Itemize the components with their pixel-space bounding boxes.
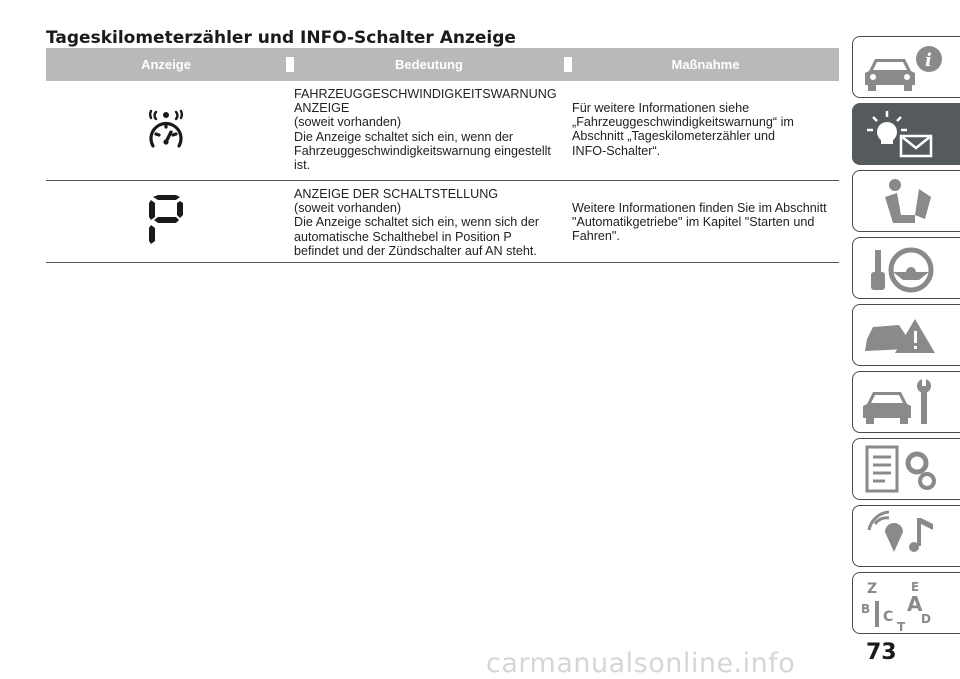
meaning-cell (286, 181, 564, 262)
indicator-cell (46, 81, 286, 180)
meaning-line: befindet und der Zündschalter auf AN steht. (294, 243, 537, 258)
header-massnahme: Maßnahme (564, 57, 839, 72)
meaning-line: Die Anzeige schaltet sich ein, wenn sich der (294, 215, 540, 230)
car-wrench-icon (859, 376, 955, 430)
svg-text:i: i (925, 50, 932, 71)
tab-safety[interactable] (852, 170, 960, 232)
meaning-line: automatische Schalthebel in Position P (294, 229, 512, 244)
index-letters-icon (859, 577, 955, 631)
gear-position-p-icon (146, 193, 186, 245)
tab-warning-lights[interactable] (852, 103, 960, 165)
header-anzeige: Anzeige (141, 57, 191, 72)
meaning-line: ist. (294, 158, 311, 173)
tab-car-info[interactable] (852, 36, 960, 98)
meaning-line: (soweit vorhanden) (294, 201, 402, 216)
index-letter: Z (867, 581, 878, 597)
car-accident-icon (859, 309, 955, 363)
table-row (46, 81, 839, 181)
index-letter: T (897, 620, 906, 631)
seat-airbag-icon (859, 175, 955, 229)
index-letter: E (911, 580, 920, 594)
meaning-line: FAHRZEUGGESCHWINDIGKEITSWARNUNG (294, 87, 557, 101)
tab-index[interactable] (852, 572, 960, 634)
action-line: INFO-Schalter“. (572, 143, 661, 158)
header-bedeutung: Bedeutung (286, 57, 564, 72)
car-info-icon (859, 41, 955, 95)
tab-technical-data[interactable] (852, 438, 960, 500)
tab-multimedia[interactable] (852, 505, 960, 567)
table-header (46, 48, 839, 81)
action-line: Weitere Informationen finden Sie im Abschnitt (572, 201, 827, 215)
index-letter: A (907, 592, 923, 616)
meaning-line: Fahrzeuggeschwindigkeitswarnung eingestellt (294, 143, 551, 158)
indicator-table (46, 48, 839, 263)
index-letter: D (921, 612, 931, 626)
meaning-line: (soweit vorhanden) (294, 115, 402, 130)
key-steering-wheel-icon (859, 242, 955, 296)
action-cell (564, 81, 839, 180)
watermark: carmanualsonline.info (486, 648, 796, 679)
action-cell (564, 181, 839, 262)
data-gear-icon (859, 443, 955, 497)
multimedia-icon (859, 510, 955, 564)
page-number: 73 (866, 640, 897, 665)
tab-starting[interactable] (852, 237, 960, 299)
speed-warning-icon (144, 108, 188, 152)
action-line: „Fahrzeuggeschwindigkeitswarnung“ im (572, 115, 794, 130)
index-letter: B (861, 602, 871, 616)
tab-maintenance[interactable] (852, 371, 960, 433)
index-letter: C (883, 609, 894, 625)
page-title: Tageskilometerzähler und INFO-Schalter Anzeige (46, 28, 516, 48)
meaning-line: ANZEIGE (294, 101, 350, 116)
action-line: "Automatikgetriebe" im Kapitel "Starten und (572, 215, 815, 230)
action-line: Fahren". (572, 229, 620, 244)
meaning-line: ANZEIGE DER SCHALTSTELLUNG (294, 187, 499, 201)
meaning-line: Die Anzeige schaltet sich ein, wenn der (294, 129, 514, 144)
warning-light-message-icon (859, 108, 955, 162)
table-row (46, 181, 839, 263)
action-line: Für weitere Informationen siehe (572, 101, 750, 115)
indicator-cell (46, 181, 286, 262)
meaning-cell (286, 81, 564, 180)
action-line: Abschnitt „Tageskilometerzähler und (572, 129, 775, 144)
tab-emergency[interactable] (852, 304, 960, 366)
